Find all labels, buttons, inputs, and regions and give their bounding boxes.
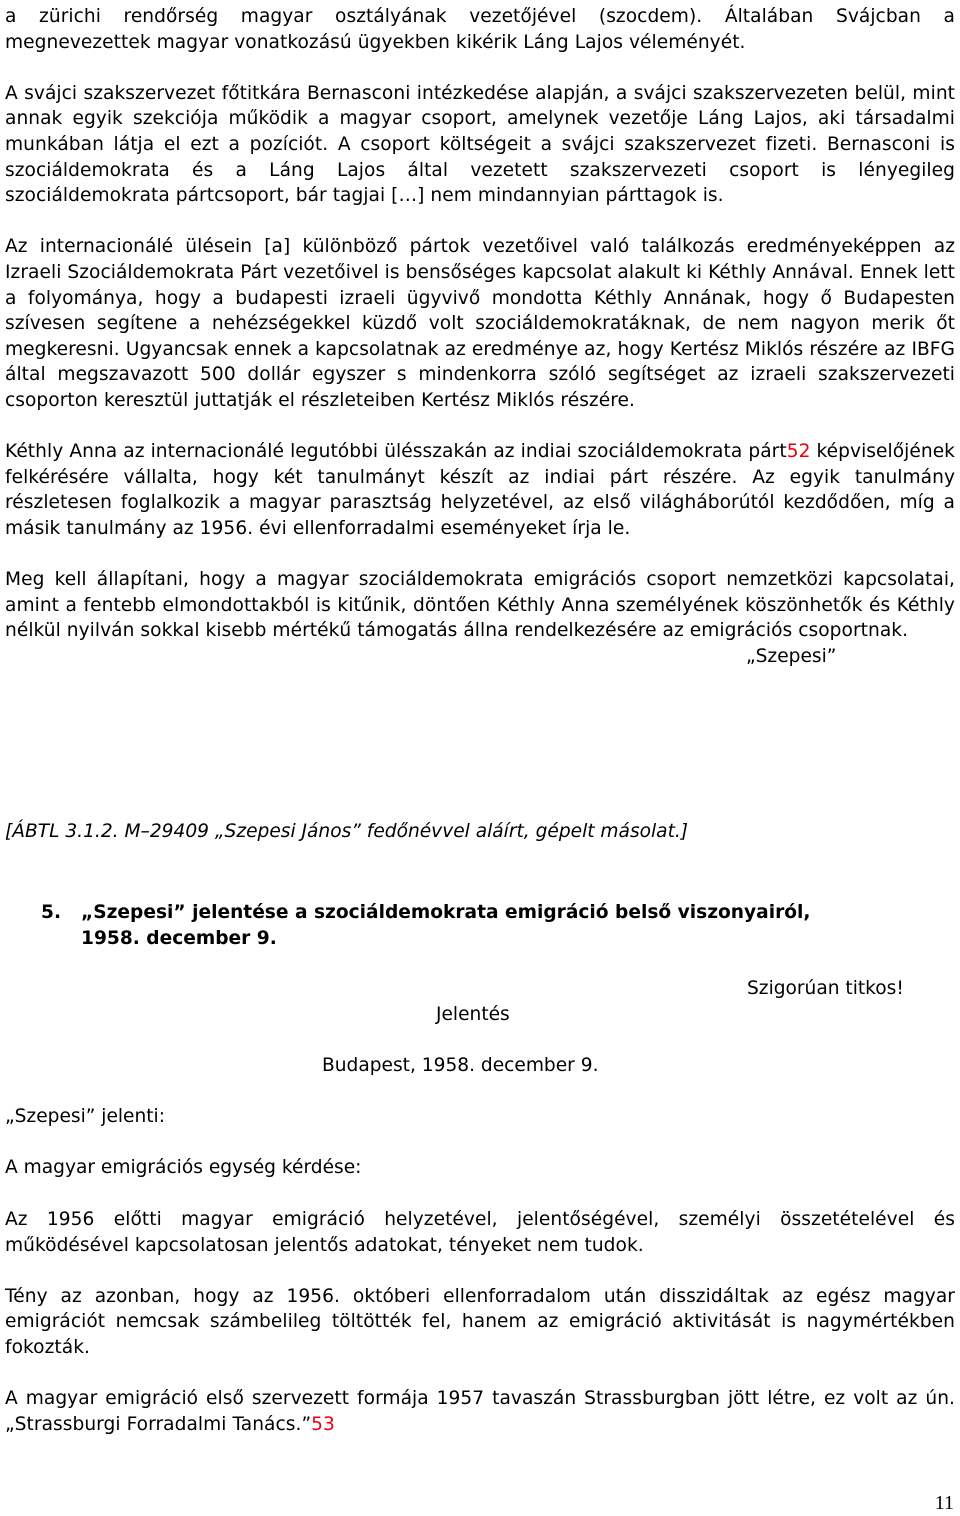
paragraph-pre-1956: Az 1956 előtti magyar emigráció helyzetével, jelentőségével, személyi összetételével és működésével kapcsolatosan jelentős adatokat, tényeket nem tudok.	[5, 1209, 955, 1256]
paragraph-indian-party	[5, 439, 955, 541]
paragraph-text: A magyar emigráció első szervezett formája 1957 tavaszán Strassburgban jött létre, ez volt az ún. „Strassburgi Forradalmi Tanács.”	[5, 1388, 955, 1435]
signature: „Szepesi”	[746, 645, 837, 667]
reporter-line: „Szepesi” jelenti:	[5, 1106, 165, 1127]
section-number: 5.	[41, 902, 62, 923]
place-date: Budapest, 1958. december 9.	[322, 1055, 599, 1076]
classification-label: Szigorúan titkos!	[747, 978, 904, 999]
report-body	[5, 1207, 955, 1463]
footnote-marker[interactable]: 52	[786, 441, 811, 463]
question-line: A magyar emigrációs egység kérdése:	[5, 1157, 362, 1178]
section-title-line1: „Szepesi” jelentése a szociáldemokrata emigráció belső viszonyairól,	[81, 902, 811, 923]
document-page	[5, 4, 956, 1435]
paragraph-after-1956: Tény az azonban, hogy az 1956. októberi ellenforradalom után disszidáltak az egész magyar emigrációt nemcsak számbelileg töltötték fel, hanem az emigráció aktivitását is nagymértékben fokozták.	[5, 1285, 955, 1358]
paragraph-text-continued: képviselőjének felkérésére vállalta, hogy két tanulmányt készít az indiai párt részére. Az egyik tanulmány részletesen foglalkozik a magyar parasztság helyzetével, az első világháborútól kezdődően, míg a másik tanulmány az 1956. évi ellenforradalmi eseményeket írja le.	[5, 441, 956, 539]
footnote-marker[interactable]: 53	[311, 1413, 335, 1435]
paragraph-text: Kéthly Anna az internacionálé legutóbbi ülésszakán az indiai szociáldemokrata párt	[5, 441, 787, 463]
paragraph-zurich-police: a zürichi rendőrség magyar osztályának vezetőjével (szocdem). Általában Svájcban a megnevezettek magyar vonatkozású ügyekben kikérik Láng Lajos véleményét.	[5, 6, 955, 53]
paragraph-swiss-union: A svájci szakszervezet főtitkára Bernasconi intézkedése alapján, a svájci szakszervezeten belül, mint annak egyik szekciója működik a magyar csoport, amelynek vezetője Láng Lajos, aki társadalmi munkában látja el ezt a pozíciót. A csoport költségeit a svájci szakszervezet fizeti. Bernasconi is szociáldemokrata és a Láng Lajos által vezetett szakszervezeti csoport is lényegileg szociáldemokrata pártcsoport, bár tagjai […] nem mindannyian párttagok is.	[5, 82, 955, 207]
paragraph-strasbourg	[5, 1386, 955, 1437]
paragraph-conclusion: Meg kell állapítani, hogy a magyar szociáldemokrata emigrációs csoport nemzetközi kapcsolatai, amint a fentebb elmondottakból is kitűnik, döntően Kéthly Anna személyének köszönhetők és Kéthly nélkül nyilván sokkal kisebb mértékű támogatás állna rendelkezésére az emigrációs csoportnak.	[5, 569, 955, 642]
archive-citation: [ÁBTL 3.1.2. M–29409 „Szepesi János” fedőnévvel aláírt, gépelt másolat.]	[5, 821, 689, 842]
report-title: Jelentés	[436, 1004, 510, 1025]
section-heading	[41, 900, 955, 951]
section-title-line2: 1958. december 9.	[81, 927, 277, 949]
page-number: 11	[934, 1492, 954, 1514]
paragraph-israeli-contacts: Az internacionálé ülésein [a] különböző pártok vezetőivel való találkozás eredményeképpen az Izraeli Szociáldemokrata Párt vezetőivel is bensőséges kapcsolat alakult ki Kéthly Annával. Ennek lett a folyománya, hogy a budapesti izraeli ügyvivő mondotta Kéthly Annának, hogy ő Budapesten szívesen segítene a nehézségekkel küzdő volt szociáldemokratáknak, de nem nagyon merik őt megkeresni. Ugyancsak ennek a kapcsolatnak az eredménye az, hogy Kertész Miklós részére az IBFG által megszavazott 500 dollár egyszer s mindenkorra szóló segítséget az izraeli szakszervezeti csoporton keresztül juttatják el részleteiben Kertész Miklós részére.	[5, 236, 955, 411]
